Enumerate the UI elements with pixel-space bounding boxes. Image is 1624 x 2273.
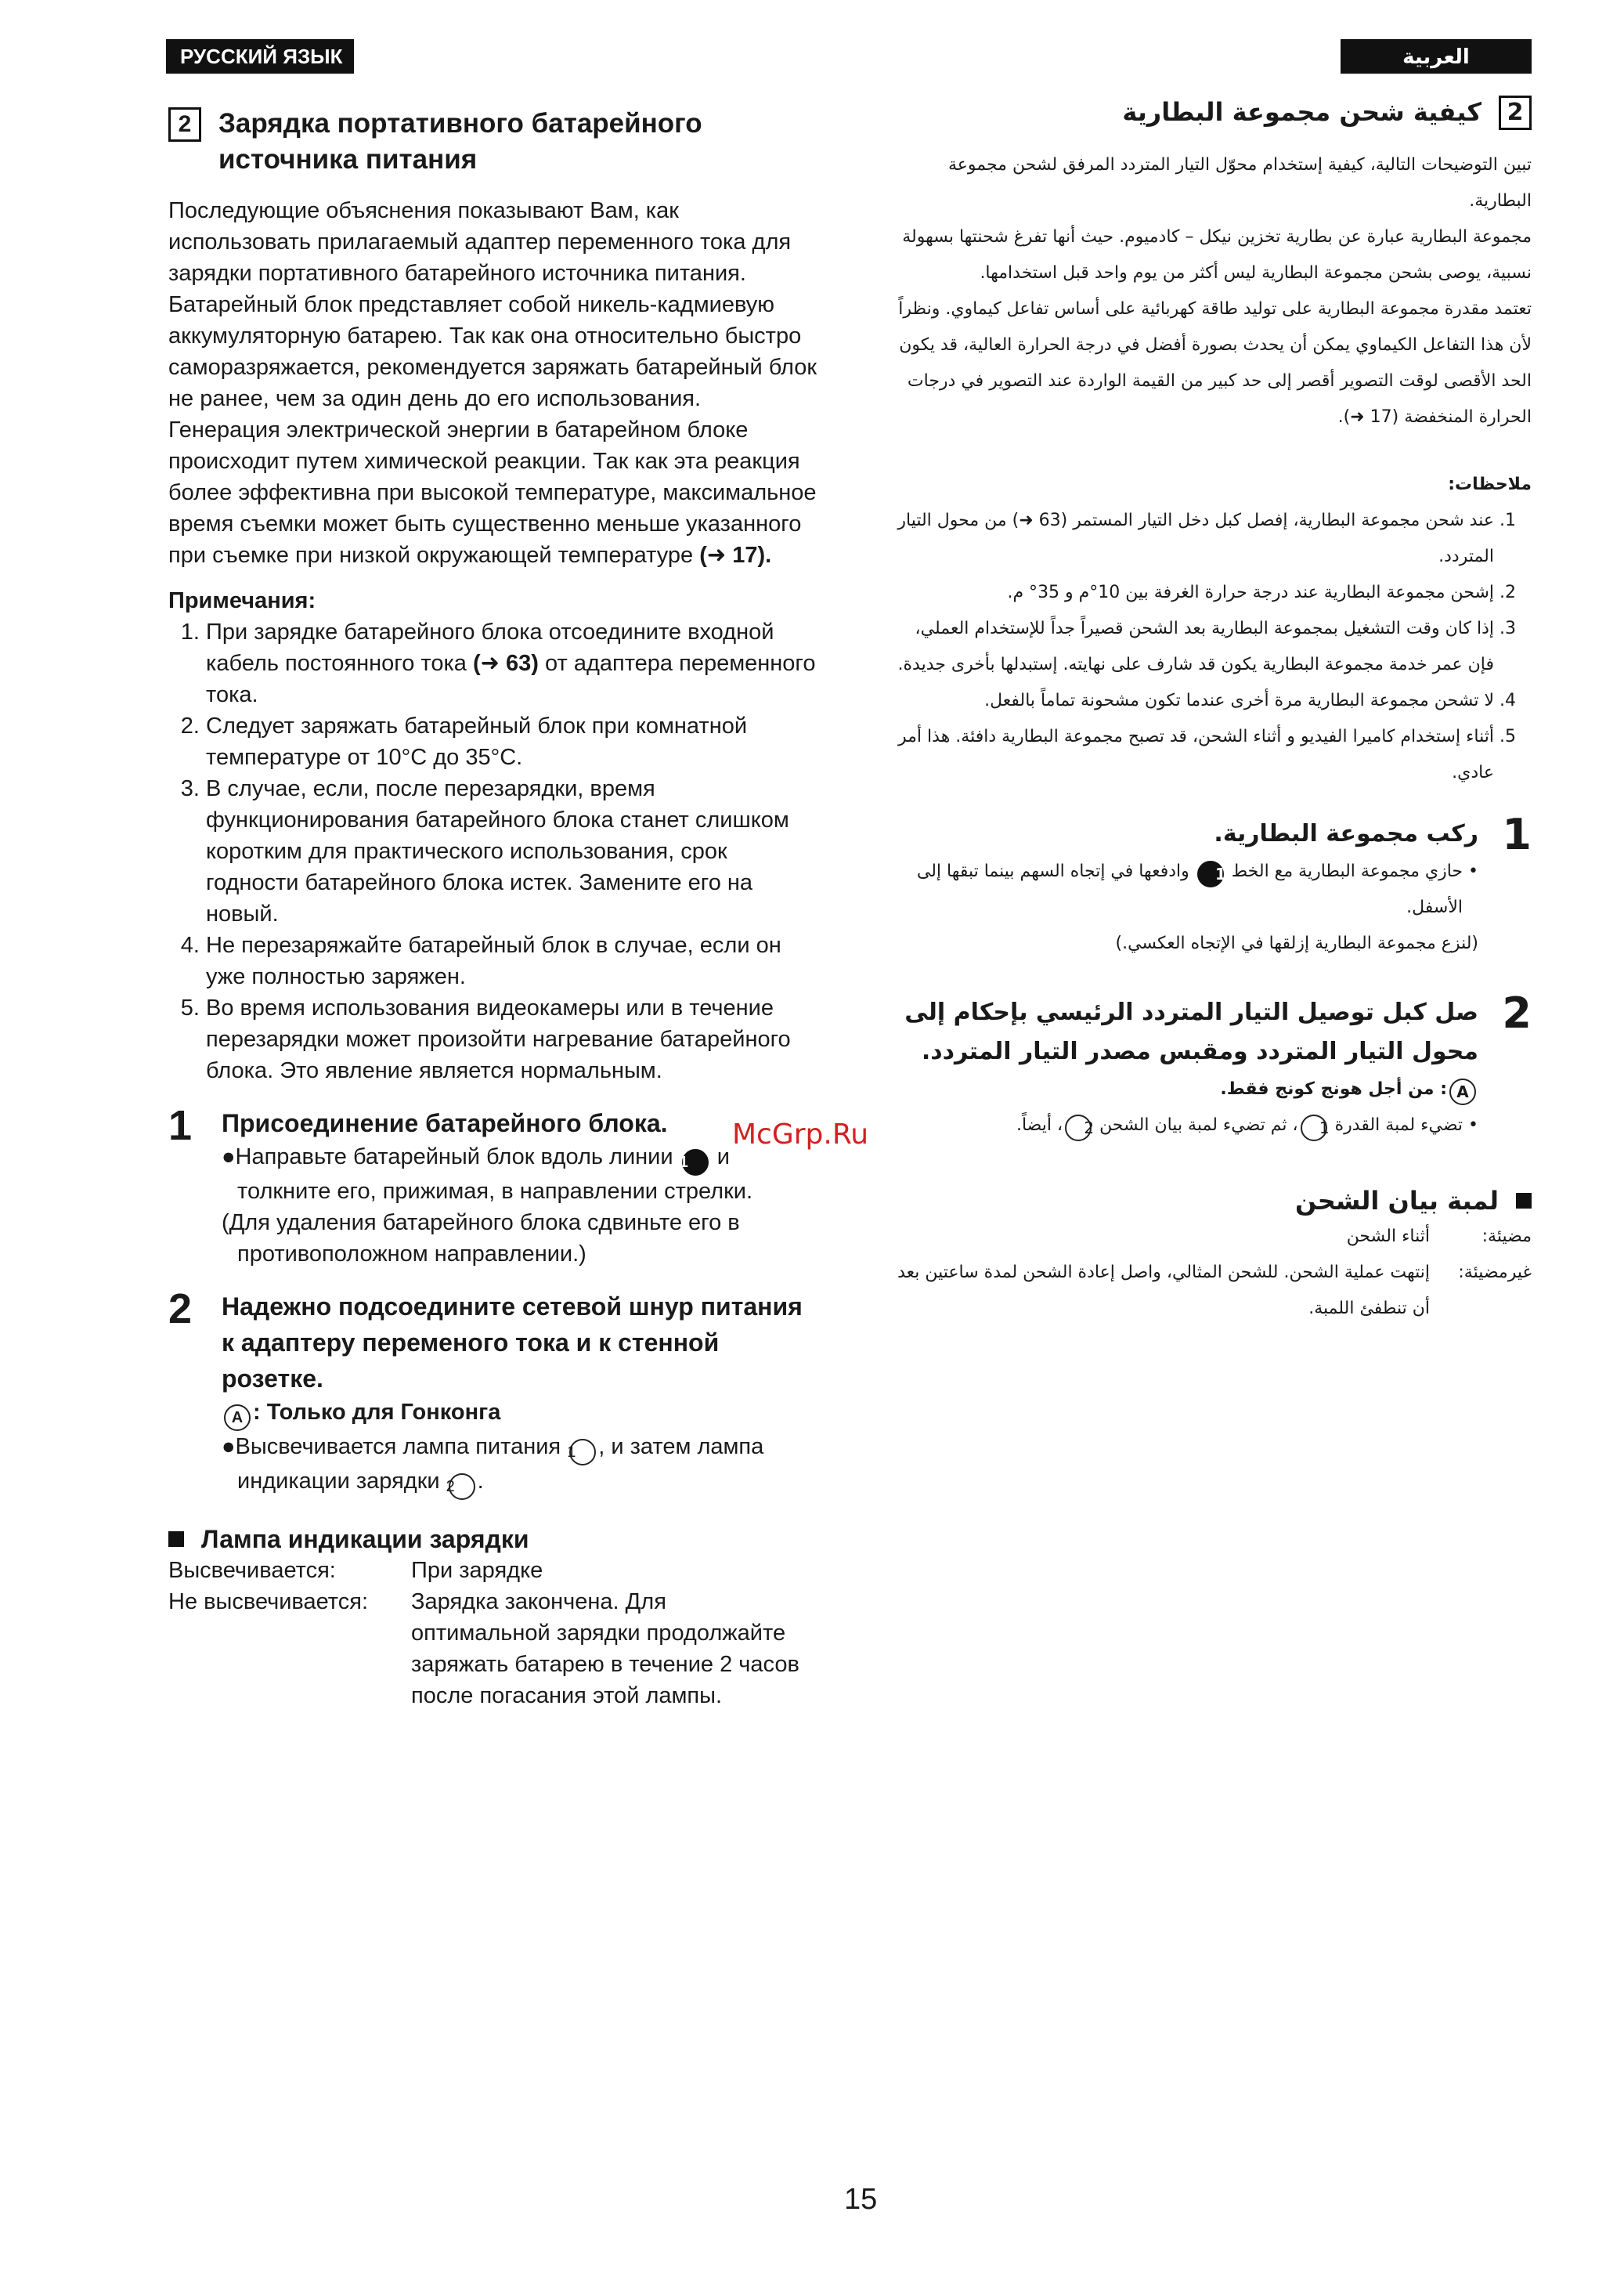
ru-section-header <box>168 106 818 178</box>
ar-step-1 <box>893 810 1532 962</box>
ar-lamp-off-row: غيرمضيئة: إنتهت عملية الشحن. للشحن المثالي، واصل إعادة الشحن لمدة ساعتين بعد أن تنطفئ اللمبة. <box>897 1263 1532 1318</box>
ru-note-3: 3. В случае, если, после перезарядки, время функционирования батарейного блока станет слишком коротким для практического использования, срок годности батарейного блока истек. Замените его на новый. <box>206 773 818 930</box>
ru-step-2 <box>168 1285 818 1500</box>
ru-note-1: 1. При зарядке батарейного блока отсоедините входной кабель постоянного тока (➜ 63) от адаптера переменного тока. <box>206 616 818 710</box>
ar-section-number: 2 <box>1499 96 1532 130</box>
ru-note-2: 2. Следует заряжать батарейный блок при комнатной температуре от 10°C до 35°C. <box>206 710 818 773</box>
circled-1-icon: 1 <box>569 1439 596 1465</box>
ar-paragraph-2: مجموعة البطارية عبارة عن بطارية تخزين نيكل – كادميوم. حيث أنها تفرغ شحنتها بسهولة نسبية، يوصى بشحن مجموعة البطارية ليس أكثر من يوم واحد قبل استخدامها. <box>902 227 1532 283</box>
ar-intro: تبين التوضيحات التالية، كيفية إستخدام محوّل التيار المتردد المرفق لشحن مجموعة البطارية. <box>947 155 1532 211</box>
ru-lamp-header <box>168 1523 818 1555</box>
ru-lamp-off-row: Не высвечивается: Зарядка закончена. Для оптимальной зарядки продолжайте заряжать батарею в течение 2 часов после погасания этой лампы. <box>168 1589 799 1708</box>
circled-2-icon: 2 <box>1065 1115 1092 1141</box>
line-marker-icon: 1 <box>682 1149 709 1176</box>
ar-note-5: 5. أثناء إستخدام كاميرا الفيديو و أثناء الشحن، قد تصبح مجموعة البطارية دافئة. هذا أمر عادي. <box>893 719 1494 791</box>
ar-step-2-number: 2 <box>1502 988 1532 1038</box>
circled-a-icon: A <box>1449 1079 1476 1105</box>
page-number: 15 <box>844 2183 878 2216</box>
ru-paragraph-2: Батарейный блок представляет собой никель-кадмиевую аккумуляторную батарею. Так как она относительно быстро саморазряжается, рекомендуется заряжать батарейный блок не ранее, чем за один день до его использования. <box>168 292 817 411</box>
ar-step-1-removal-note: (لنزع مجموعة البطارية إزلقها في الإتجاه العكسي.) <box>1115 934 1478 953</box>
ru-section-number: 2 <box>168 107 201 142</box>
russian-column <box>168 106 818 1711</box>
ar-step-2-title: صل كبل توصيل التيار المتردد الرئيسي بإحكام إلى محول التيار المتردد ومقبس مصدر التيار المتردد. <box>904 999 1478 1065</box>
ar-section-title: كيفية شحن مجموعة البطارية <box>1122 97 1481 127</box>
ru-step-1-number: 1 <box>168 1102 193 1149</box>
ar-lamp-header <box>893 1183 1532 1219</box>
ru-page-ref: (➜ 17). <box>699 543 772 568</box>
ar-step-1-number: 1 <box>1502 810 1532 859</box>
ru-step-1-bullet: ●Направьте батарейный блок вдоль линии 1 и толкните его, прижимая, в направлении стрелки. <box>222 1144 753 1204</box>
ar-step-2-bullet: • تضيء لمبة القدرة 1، ثم تضيء لمبة بيان الشحن 2، أيضاً. <box>893 1108 1478 1144</box>
ar-note-2: 2. إشحن مجموعة البطارية عند درجة حرارة الغرفة بين 10°م و 35° م. <box>893 575 1494 611</box>
ru-section-title: Зарядка портативного батарейного источника питания <box>218 108 702 175</box>
ar-note-3: 3. إذا كان وقت التشغيل بمجموعة البطارية بعد الشحن قصيراً جداً للإستخدام العملي، فإن عمر خدمة مجموعة البطارية يكون قد شارف على نهايته. إستبدلها بأخرى جديدة. <box>893 611 1494 683</box>
ru-step-1-title: Присоединение батарейного блока. <box>222 1109 668 1137</box>
ru-intro: Последующие объяснения показывают Вам, как использовать прилагаемый адаптер переменного тока для зарядки портативного батарейного источника питания. <box>168 198 792 286</box>
ar-note-4: 4. لا تشحن مجموعة البطارية مرة أخرى عندما تكون مشحونة تماماً بالفعل. <box>893 683 1494 719</box>
ru-step-2-hongkong-note: A : Только для Гонконга <box>222 1397 818 1431</box>
ar-notes-list <box>893 503 1532 791</box>
ar-step-1-title: ركب مجموعة البطارية. <box>1214 820 1478 847</box>
circled-2-icon: 2 <box>449 1473 475 1500</box>
ar-lamp-title: لمبة بيان الشحن <box>1294 1186 1499 1216</box>
ru-notes-title: Примечания: <box>168 588 316 613</box>
language-tag-russian: РУССКИЙ ЯЗЫК <box>166 39 354 74</box>
ru-note-5: 5. Во время использования видеокамеры или в течение перезарядки может произойти нагревание батарейного блока. Это явление является нормальным. <box>206 992 818 1086</box>
watermark: McGrp.Ru <box>732 1118 869 1151</box>
circled-a-icon: A <box>224 1404 251 1431</box>
ru-note-4: 4. Не перезаряжайте батарейный блок в случае, если он уже полностью заряжен. <box>206 930 818 992</box>
ar-step-2 <box>893 988 1532 1144</box>
ru-step-2-title: Надежно подсоедините сетевой шнур питания к адаптеру переменого тока и к стенной розетке. <box>222 1292 803 1393</box>
arabic-column <box>893 94 1532 1327</box>
ru-step-2-bullet: ●Высвечивается лампа питания 1 , и затем лампа индикации зарядки 2 . <box>222 1431 818 1500</box>
circled-1-icon: 1 <box>1301 1115 1327 1141</box>
language-tag-arabic: العربية <box>1341 39 1532 74</box>
ar-note-1: 1. عند شحن مجموعة البطارية، إفصل كبل دخل التيار المستمر (63 ➜) من محول التيار المتردد. <box>893 503 1494 575</box>
ar-step-1-bullet: • حازي مجموعة البطارية مع الخط 1 وادفعها في إتجاه السهم بينما تبقها إلى الأسفل. <box>916 862 1478 917</box>
ru-step-2-number: 2 <box>168 1285 193 1332</box>
square-bullet-icon <box>1516 1193 1532 1209</box>
ar-notes-title: ملاحظات: <box>1448 475 1532 494</box>
ru-paragraph-3: Генерация электрической энергии в батарейном блоке происходит путем химической реакции. Так как эта реакция более эффективна при высокой температуре, максимальное время съемки может быть существенно меньше указанного при съемке при низкой окружающей температуре (➜ 17). <box>168 417 817 568</box>
ar-step-2-hongkong-note: A: من أجل هونج كونج فقط. <box>893 1071 1478 1108</box>
ar-lamp-on-row: مضيئة: أثناء الشحن <box>1346 1227 1532 1246</box>
ar-section-header <box>893 94 1532 130</box>
ru-step-1-removal-note: (Для удаления батарейного блока сдвиньте его в противоположном направлении.) <box>222 1210 740 1267</box>
ru-notes-list <box>168 616 818 1086</box>
square-bullet-icon <box>168 1531 184 1547</box>
ru-lamp-on-row: Высвечивается: При зарядке <box>168 1558 543 1583</box>
ru-step-1 <box>168 1102 818 1270</box>
ru-lamp-title: Лампа индикации зарядки <box>201 1525 529 1553</box>
line-marker-icon: 1 <box>1197 861 1224 887</box>
ar-paragraph-3: تعتمد مقدرة مجموعة البطارية على توليد طاقة كهربائية على أساس تفاعل كيماوي. ونظراً لأن هذا التفاعل الكيماوي يمكن أن يحدث بصورة أفضل في درجة الحرارة العالية، قد يكون الحد الأقصى لوقت التصوير أقصر إلى حد كبير من القيمة الواردة عند التصوير في درجات الحرارة المنخفضة (17 ➜). <box>898 299 1532 427</box>
